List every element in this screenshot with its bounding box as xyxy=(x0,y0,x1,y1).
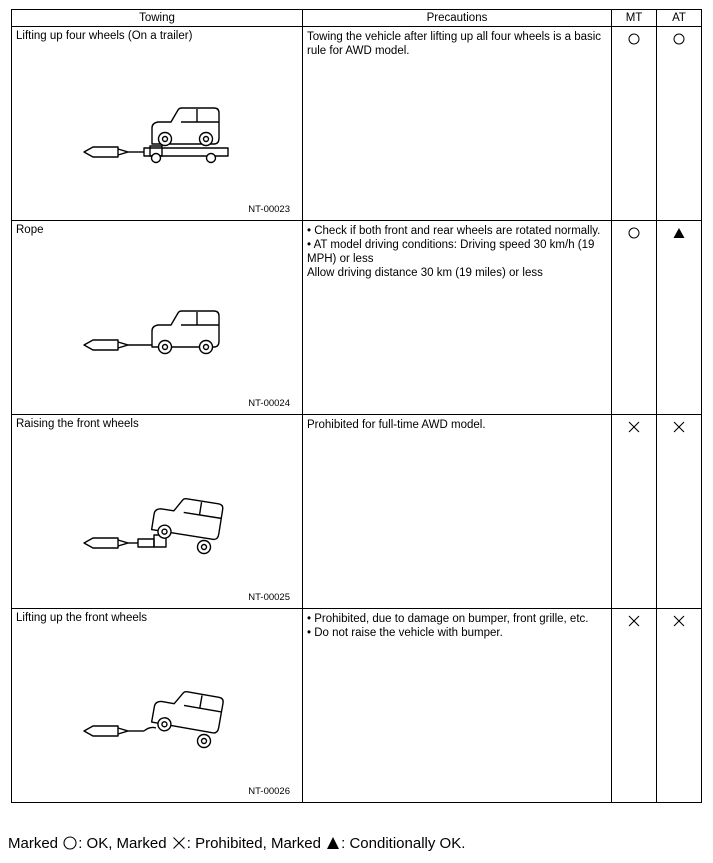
precautions-list xyxy=(303,221,611,280)
circle-ok-icon xyxy=(628,33,640,45)
precautions-cell xyxy=(303,27,612,221)
at-mark-cell xyxy=(657,27,702,221)
towing-method-cell xyxy=(12,609,303,803)
triangle-conditional-icon xyxy=(326,836,340,850)
table-row xyxy=(12,609,702,803)
table-row xyxy=(12,415,702,609)
mt-mark-cell xyxy=(612,609,657,803)
precaution-text: Towing the vehicle after lifting up all four wheels is a basic rule for AWD model. xyxy=(307,31,602,57)
figure-code: NT-00026 xyxy=(248,786,290,797)
circle-ok-icon xyxy=(63,836,77,850)
header-towing: Towing xyxy=(12,10,303,27)
table-row xyxy=(12,27,702,221)
precautions-cell xyxy=(303,221,612,415)
precaution-text: • Do not raise the vehicle with bumper. xyxy=(307,627,503,639)
cross-prohibited-icon xyxy=(673,421,685,433)
table-row xyxy=(12,221,702,415)
figure-code: NT-00024 xyxy=(248,398,290,409)
towing-method-label: Raising the front wheels xyxy=(16,418,139,430)
front-raise-dolly-illustration xyxy=(78,485,238,555)
mt-mark-cell xyxy=(612,27,657,221)
towing-method-label: Rope xyxy=(16,224,44,236)
precaution-text: • Prohibited, due to damage on bumper, front grille, etc. xyxy=(307,613,589,625)
legend-text: Marked xyxy=(8,835,59,852)
legend-text: : OK, Marked xyxy=(78,835,167,852)
circle-ok-icon xyxy=(673,33,685,45)
front-lift-hook-illustration xyxy=(78,679,238,749)
at-mark-cell xyxy=(657,609,702,803)
precautions-cell xyxy=(303,609,612,803)
precaution-text: • Check if both front and rear wheels are rotated normally. xyxy=(307,225,601,237)
header-mt: MT xyxy=(612,10,657,27)
towing-method-cell xyxy=(12,221,303,415)
rope-tow-illustration xyxy=(78,291,238,361)
circle-ok-icon xyxy=(628,227,640,239)
legend-footer xyxy=(8,835,465,852)
cross-prohibited-icon xyxy=(628,421,640,433)
legend-text: : Conditionally OK. xyxy=(341,835,466,852)
cross-prohibited-icon xyxy=(673,615,685,627)
precautions-cell xyxy=(303,415,612,609)
towing-method-label: Lifting up four wheels (On a trailer) xyxy=(16,30,193,42)
header-precautions: Precautions xyxy=(303,10,612,27)
towing-table xyxy=(11,9,702,803)
precaution-text: Allow driving distance 30 km (19 miles) or less xyxy=(307,267,543,279)
figure-code: NT-00025 xyxy=(248,592,290,603)
precautions-list xyxy=(303,609,611,640)
mt-mark-cell xyxy=(612,221,657,415)
towing-method-label: Lifting up the front wheels xyxy=(16,612,148,624)
towing-method-cell xyxy=(12,415,303,609)
triangle-conditional-icon xyxy=(673,227,685,239)
legend-text: : Prohibited, Marked xyxy=(186,835,321,852)
header-at: AT xyxy=(657,10,702,27)
precaution-text: Prohibited for full-time AWD model. xyxy=(307,419,486,431)
precaution-text: • AT model driving conditions: Driving speed 30 km/h (19 MPH) or less xyxy=(307,239,595,265)
mt-mark-cell xyxy=(612,415,657,609)
cross-prohibited-icon xyxy=(172,836,186,850)
trailer-tow-illustration xyxy=(78,97,238,167)
cross-prohibited-icon xyxy=(628,615,640,627)
towing-method-cell xyxy=(12,27,303,221)
figure-code: NT-00023 xyxy=(248,204,290,215)
at-mark-cell xyxy=(657,415,702,609)
at-mark-cell xyxy=(657,221,702,415)
table-header-row xyxy=(12,10,702,27)
